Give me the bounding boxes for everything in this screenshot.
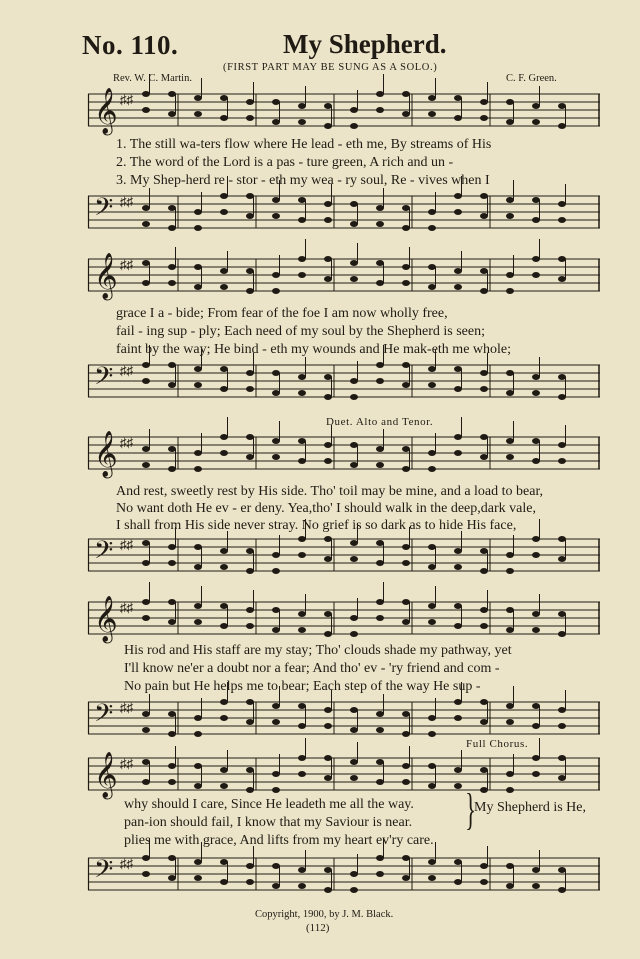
note-icon [558,707,566,713]
note-icon [246,607,254,613]
hymn-title: My Shepherd. [283,29,447,59]
note-icon [168,544,176,550]
section-label: Full Chorus. [466,738,529,750]
bass-clef-icon: 𝄢 [94,362,114,397]
note-icon [454,193,462,199]
note-icon [168,763,176,769]
note-icon [402,875,410,881]
note-icon [558,556,566,562]
note-icon [168,225,176,231]
bass-clef-icon: 𝄢 [94,193,114,228]
treble-clef-icon: 𝄞 [94,752,118,798]
note-icon [376,560,384,566]
note-icon [142,599,150,605]
note-icon [402,731,410,737]
note-icon [480,863,488,869]
bass-clef-icon: 𝄢 [94,855,114,890]
note-icon [532,755,540,761]
note-icon [246,370,254,376]
note-icon [220,115,228,121]
note-icon [428,859,436,865]
note-icon [532,611,540,617]
note-icon [376,91,384,97]
lyric-line: pan-ion should fail, I know that my Saviour is near. [124,815,413,830]
note-icon [220,268,228,274]
note-icon [558,276,566,282]
note-icon [272,552,280,558]
treble-staff [88,598,600,642]
note-icon [402,619,410,625]
lyric-line: I shall from His side never stray. No grief is so dark as to hide His face, [116,518,517,533]
note-icon [142,362,150,368]
note-icon [272,771,280,777]
note-icon [168,731,176,737]
note-icon [324,276,332,282]
bass-staff [88,535,600,579]
lyric-line: plies me with grace, And lifts from my heart ev'ry care. [124,833,434,848]
sharp-icon: ♯♯ [120,92,133,107]
section-label: Duet. Alto and Tenor. [326,416,434,428]
note-icon [402,111,410,117]
note-icon [194,603,202,609]
note-icon [532,458,540,464]
treble-staff [88,255,600,299]
note-icon [428,284,436,290]
note-icon [298,374,306,380]
composer: C. F. Green. [506,73,557,84]
note-icon [246,568,254,574]
note-icon [168,264,176,270]
note-icon [246,719,254,725]
note-icon [480,719,488,725]
lyric-line: faint by the way; He bind - eth my wounds and He mak-eth me whole; [116,342,512,357]
note-icon [324,887,332,893]
note-icon [454,548,462,554]
sharp-icon: ♯♯ [120,435,133,450]
bass-clef-icon: 𝄢 [94,699,114,734]
treble-staff [88,90,600,134]
lyric-line: No pain but He helps me to bear; Each step of the way He sup - [124,679,481,694]
note-icon [402,225,410,231]
note-icon [558,123,566,129]
bass-staff [88,192,600,236]
lyric-line: No want doth He ev - er deny. Yea,tho' I should walk in the deep,dark vale, [116,501,536,516]
note-icon [350,260,358,266]
bass-staff [88,361,600,405]
note-icon [350,107,358,113]
note-icon [272,272,280,278]
lyric-line: And rest, sweetly rest by His side. Tho' toil may be mine, and a load to bear, [116,484,544,499]
lyric-line: 1. The still wa-ters flow where He lead - eth me, By streams of His [116,137,492,152]
note-icon [506,272,514,278]
note-icon [428,564,436,570]
note-icon [532,723,540,729]
bass-clef-icon: 𝄢 [94,536,114,571]
note-icon [298,755,306,761]
sharp-icon: ♯♯ [120,856,133,871]
note-icon [532,374,540,380]
note-icon [558,201,566,207]
note-icon [194,95,202,101]
note-icon [272,703,280,709]
note-icon [246,454,254,460]
note-icon [428,366,436,372]
note-icon [350,540,358,546]
note-icon [298,723,306,729]
note-icon [480,288,488,294]
note-icon [532,256,540,262]
bass-staff [88,698,600,742]
note-icon [350,615,358,621]
note-icon [506,883,514,889]
note-icon [558,394,566,400]
note-icon [298,103,306,109]
note-icon [194,450,202,456]
performance-note: (FIRST PART MAY BE SUNG AS A SOLO.) [223,62,438,73]
note-icon [454,115,462,121]
treble-staff [88,754,600,798]
note-icon [194,715,202,721]
note-icon [532,536,540,542]
note-icon [376,711,384,717]
note-icon [480,787,488,793]
note-icon [376,779,384,785]
note-icon [142,779,150,785]
note-icon [558,775,566,781]
lyricist: Rev. W. C. Martin. [113,73,192,84]
note-icon [194,859,202,865]
note-icon [454,434,462,440]
note-icon [194,209,202,215]
note-icon [428,95,436,101]
note-icon [220,879,228,885]
note-icon [220,386,228,392]
note-icon [142,560,150,566]
note-icon [272,390,280,396]
note-icon [324,775,332,781]
note-icon [402,763,410,769]
note-icon [324,631,332,637]
note-icon [428,715,436,721]
hymn-number: No. 110. [82,30,179,60]
note-icon [402,382,410,388]
note-icon [142,446,150,452]
note-icon [324,201,332,207]
lyric-line: grace I a - bide; From fear of the foe I am now wholly free, [116,306,448,321]
note-icon [194,366,202,372]
note-icon [506,119,514,125]
lyric-line: fail - ing sup - ply; Each need of my soul by the Shepherd is seen; [116,324,485,339]
page-number: (112) [306,922,330,934]
lyric-line: 3. My Shep-herd re - stor - eth my wea - ry soul, Re - vives when I [116,173,490,188]
note-icon [142,280,150,286]
bass-staff [88,854,600,898]
note-icon [506,771,514,777]
note-icon [324,123,332,129]
sharp-icon: ♯♯ [120,257,133,272]
note-icon [350,871,358,877]
note-icon [246,863,254,869]
lyric-line: 2. The word of the Lord is a pas - ture green, A rich and un - [116,155,454,170]
note-icon [220,434,228,440]
lyric-line: I'll know ne'er a doubt nor a fear; And tho' ev - 'ry friend and com - [124,661,500,676]
note-icon [246,99,254,105]
note-icon [454,268,462,274]
note-icon [324,707,332,713]
note-icon [480,568,488,574]
note-icon [298,256,306,262]
note-icon [454,699,462,705]
note-icon [428,783,436,789]
note-icon [142,855,150,861]
note-icon [480,213,488,219]
note-icon [480,454,488,460]
note-icon [454,879,462,885]
note-icon [558,631,566,637]
note-icon [272,438,280,444]
verse-brace: } [465,785,476,834]
note-icon [168,111,176,117]
note-icon [142,91,150,97]
note-icon [506,627,514,633]
note-icon [558,442,566,448]
note-icon [402,466,410,472]
note-icon [376,855,384,861]
note-icon [168,382,176,388]
note-icon [246,288,254,294]
note-icon [298,867,306,873]
note-icon [480,99,488,105]
note-icon [376,205,384,211]
note-icon [506,552,514,558]
note-icon [350,727,358,733]
copyright-notice: Copyright, 1900, by J. M. Black. [255,909,394,920]
sharp-icon: ♯♯ [120,194,133,209]
note-icon [324,442,332,448]
note-icon [220,193,228,199]
treble-clef-icon: 𝄞 [94,253,118,299]
note-icon [220,623,228,629]
note-icon [168,619,176,625]
note-icon [298,458,306,464]
note-icon [428,603,436,609]
note-icon [168,466,176,472]
treble-clef-icon: 𝄞 [94,88,118,134]
note-icon [558,887,566,893]
note-icon [194,284,202,290]
note-icon [376,280,384,286]
note-icon [402,264,410,270]
note-icon [298,536,306,542]
note-icon [454,386,462,392]
note-icon [220,699,228,705]
sharp-icon: ♯♯ [120,600,133,615]
treble-clef-icon: 𝄞 [94,431,118,477]
note-icon [506,438,514,444]
note-icon [506,197,514,203]
note-icon [532,867,540,873]
note-icon [272,119,280,125]
note-icon [428,209,436,215]
note-icon [532,103,540,109]
note-icon [506,703,514,709]
note-icon [142,711,150,717]
lyric-line: why should I care, Since He leadeth me all the way. [124,797,414,812]
note-icon [298,611,306,617]
note-icon [246,213,254,219]
note-icon [402,544,410,550]
note-icon [480,607,488,613]
note-icon [194,564,202,570]
lyric-line: His rod and His staff are my stay; Tho' clouds shade my pathway, yet [124,643,512,658]
note-icon [220,548,228,554]
refrain-text: My Shepherd is He, [474,800,586,815]
note-icon [376,599,384,605]
note-icon [506,390,514,396]
note-icon [376,362,384,368]
sharp-icon: ♯♯ [120,537,133,552]
treble-staff [88,433,600,477]
note-icon [324,556,332,562]
note-icon [272,197,280,203]
note-icon [350,759,358,765]
note-icon [376,446,384,452]
note-icon [272,883,280,889]
note-icon [350,378,358,384]
sharp-icon: ♯♯ [120,756,133,771]
note-icon [480,370,488,376]
note-icon [142,205,150,211]
note-icon [350,221,358,227]
note-icon [324,394,332,400]
note-icon [246,787,254,793]
note-icon [350,462,358,468]
treble-clef-icon: 𝄞 [94,596,118,642]
note-icon [454,623,462,629]
note-icon [532,217,540,223]
note-icon [220,767,228,773]
note-icon [194,783,202,789]
note-icon [454,767,462,773]
sharp-icon: ♯♯ [120,363,133,378]
sharp-icon: ♯♯ [120,700,133,715]
note-icon [168,875,176,881]
note-icon [272,627,280,633]
note-icon [298,217,306,223]
note-icon [428,450,436,456]
